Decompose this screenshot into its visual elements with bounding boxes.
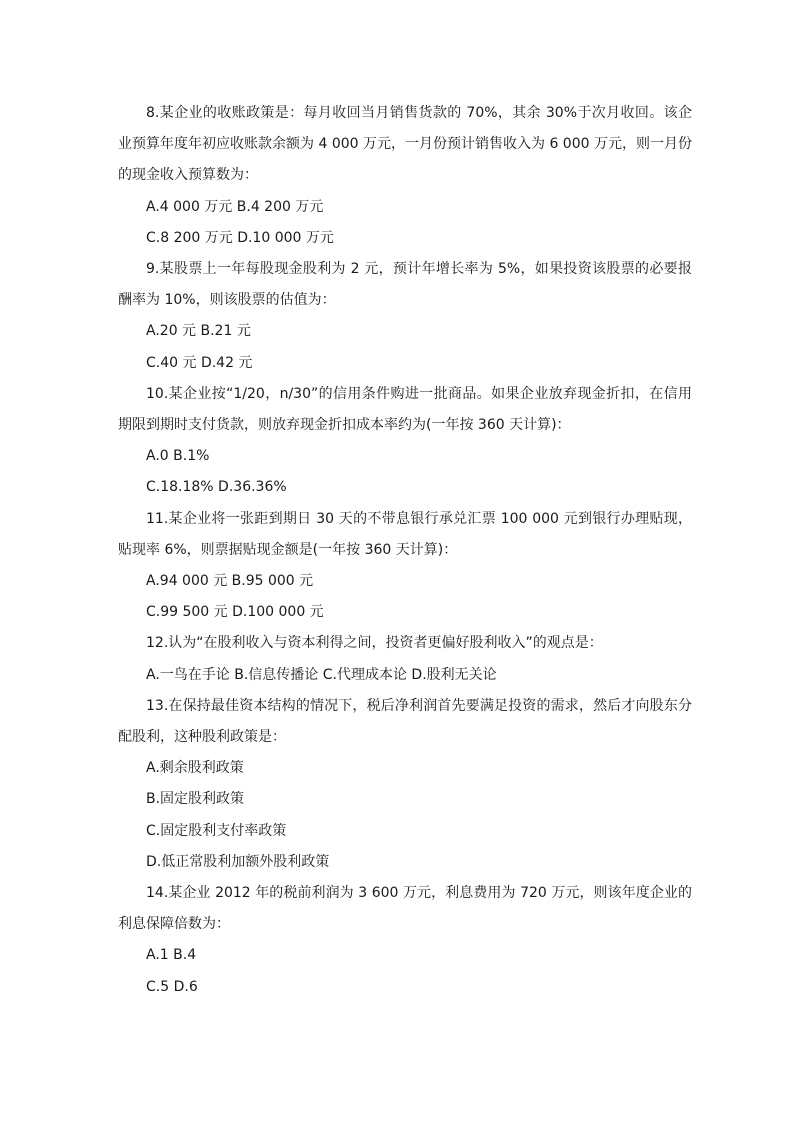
document-page (118, 98, 692, 1003)
question-options: C.8 200 万元 D.10 000 万元 (146, 229, 334, 246)
question-12 (118, 628, 692, 690)
question-stem: 13.在保持最佳资本结构的情况下，税后净利润首先要满足投资的需求，然后才向股东分配股利，这种股利政策是： (118, 697, 692, 746)
question-10 (118, 379, 692, 504)
question-options: C.40 元 D.42 元 (146, 354, 253, 371)
question-options: A.一鸟在手论 B.信息传播论 C.代理成本论 D.股利无关论 (146, 666, 497, 683)
question-stem: 11.某企业将一张距到期日 30 天的不带息银行承兑汇票 100 000 元到银行办理贴现，贴现率 6%，则票据贴现金额是(一年按 360 天计算)： (118, 510, 692, 558)
question-13 (118, 691, 692, 878)
question-options: A.0 B.1% (146, 448, 210, 465)
question-options: C.99 500 元 D.100 000 元 (146, 604, 324, 621)
question-options: A.94 000 元 B.95 000 元 (146, 573, 314, 590)
question-options: A.4 000 万元 B.4 200 万元 (146, 198, 324, 215)
question-option: A.剩余股利政策 (146, 760, 244, 777)
question-options: A.1 B.4 (146, 947, 197, 964)
question-11 (118, 504, 692, 629)
question-stem: 9.某股票上一年每股现金股利为 2 元，预计年增长率为 5%，如果投资该股票的必要报酬率为 10%，则该股票的估值为： (118, 261, 692, 309)
question-stem: 14.某企业 2012 年的税前利润为 3 600 万元，利息费用为 720 万元，则该年度企业的利息保障倍数为： (118, 885, 692, 933)
question-options: C.18.18% D.36.36% (146, 479, 287, 496)
question-option: C.固定股利支付率政策 (146, 822, 287, 839)
question-option: B.固定股利政策 (146, 791, 245, 808)
question-option: D.低正常股利加额外股利政策 (146, 853, 330, 870)
question-stem: 8.某企业的收账政策是：每月收回当月销售货款的 70%，其余 30%于次月收回。该企业预算年度年初应收账款余额为 4 000 万元，一月份预计销售收入为 6 000 万元，则一月份的现金收入预算数为： (118, 105, 692, 184)
question-stem: 10.某企业按“1/20，n/30”的信用条件购进一批商品。如果企业放弃现金折扣，在信用期限到期时支付货款，则放弃现金折扣成本率约为(一年按 360 天计算)： (118, 385, 692, 434)
question-14 (118, 878, 692, 1003)
question-stem: 12.认为“在股利收入与资本利得之间，投资者更偏好股利收入”的观点是： (146, 635, 603, 652)
question-options: C.5 D.6 (146, 978, 198, 995)
question-9 (118, 254, 692, 379)
question-options: A.20 元 B.21 元 (146, 323, 251, 340)
question-8 (118, 98, 692, 254)
